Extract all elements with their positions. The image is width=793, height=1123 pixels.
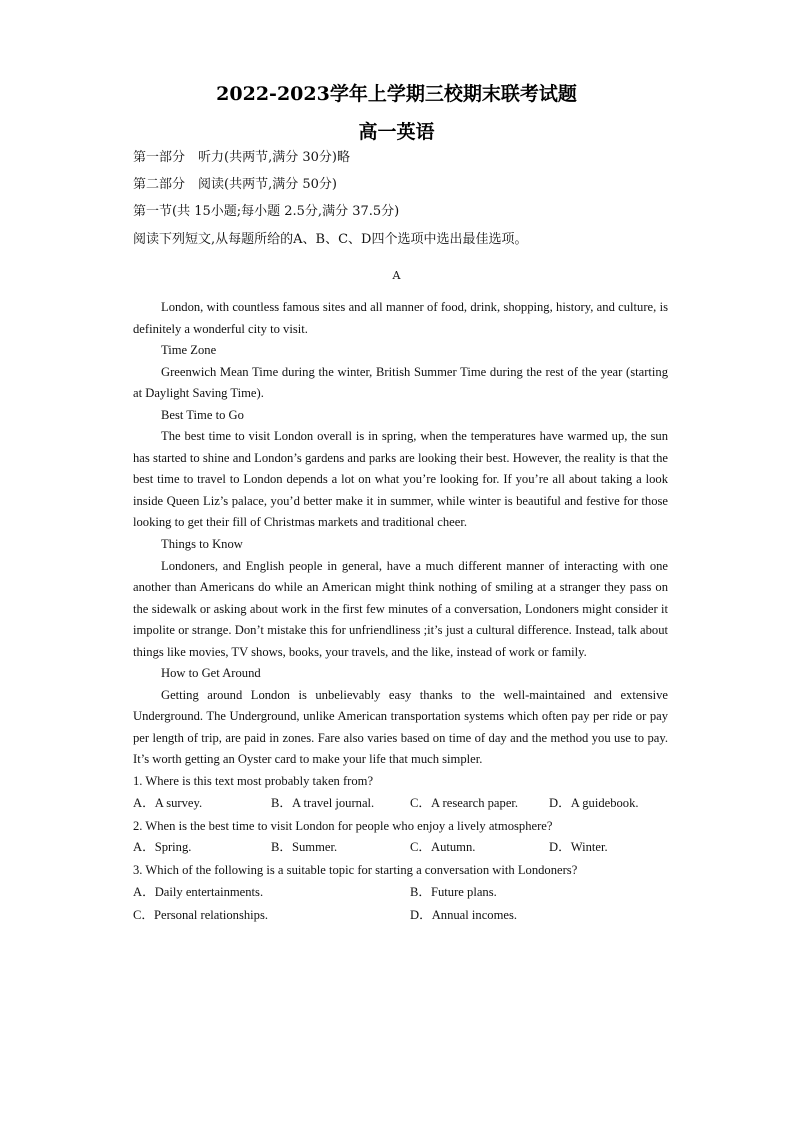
section-text-time-zone: Greenwich Mean Time during the winter, British Summer Time during the rest of the year (starting at Daylight Saving Time). xyxy=(133,364,668,401)
q2-option-c: C．Autumn. xyxy=(410,840,476,855)
reading-directions: 阅读下列短文,从每题所给的A、B、C、D四个选项中选出最佳选项。 xyxy=(133,232,528,247)
question-2: 2. When is the best time to visit London for people who enjoy a lively atmosphere? xyxy=(133,818,553,833)
exam-title: 2022-2023学年上学期三校期末联考试题 xyxy=(216,83,577,105)
section-heading-best-time: Best Time to Go xyxy=(161,407,244,422)
q3-option-c: C．Personal relationships. xyxy=(133,907,269,922)
question-3-options-row-2 xyxy=(133,905,668,928)
passage-body xyxy=(133,297,668,928)
question-1: 1. Where is this text most probably taken from? xyxy=(133,774,374,789)
exam-subject: 高一英语 xyxy=(358,121,435,143)
section-text-best-time: The best time to visit London overall is in spring, when the temperatures have warmed up, the sun has started to shine and London’s gardens and parks are looking their best. However, the reality is that the best time to travel to London depends a lot on what you’re looking for. If you’re all about taking a look inside Queen Liz’s palace, you’d better make it in summer, while winter is beautiful and festive for those looking to get their fill of Christmas markets and traditional cheer. xyxy=(133,429,668,530)
section-heading-get-around: How to Get Around xyxy=(161,666,261,681)
q2-option-b: B．Summer. xyxy=(271,840,338,855)
q3-option-b: B．Future plans. xyxy=(410,884,497,899)
part-two-note: 第二部分 阅读(共两节,满分 50分) xyxy=(133,177,337,192)
section-text-get-around: Getting around London is unbelievably easy thanks to the well-maintained and extensive Underground. The Underground, unlike American transportation systems which often pay per ride or pay per length of trip, are paid in zones. Fare also varies based on time of day and the method you use to pay. It’s worth getting an Oyster card to make your life that much simpler. xyxy=(133,687,668,767)
question-1-options xyxy=(133,793,668,816)
q1-option-a: A．A survey. xyxy=(133,795,203,810)
passage-intro: London, with countless famous sites and all manner of food, drink, shopping, history, and culture, is definitely a wonderful city to visit. xyxy=(133,300,668,336)
q1-option-c: C．A research paper. xyxy=(410,795,519,810)
section-one-note: 第一节(共 15小题;每小题 2.5分,满分 37.5分) xyxy=(133,204,400,219)
q2-option-a: A．Spring. xyxy=(133,840,192,855)
passage-label: A xyxy=(392,269,401,282)
question-3: 3. Which of the following is a suitable topic for starting a conversation with Londoners? xyxy=(133,863,578,878)
q1-option-b: B．A travel journal. xyxy=(271,795,375,810)
section-heading-time-zone: Time Zone xyxy=(161,343,217,358)
question-3-options-row-1 xyxy=(133,882,668,905)
q3-option-a: A．Daily entertainments. xyxy=(133,884,264,899)
q3-option-d: D．Annual incomes. xyxy=(410,907,518,922)
section-text-things-to-know: Londoners, and English people in general, have a much different manner of interacting with one another than Americans do while an American might think nothing of smiling at a stranger they pass on the sidewalk or asking about work in the first few minutes of a conversation, Londoners might consider it impolite or strange. Don’t mistake this for unfriendliness ;it’s just a cultural difference. Instead, talk about things like movies, TV shows, books, your travels, and the like, instead of work or family. xyxy=(133,558,668,659)
section-heading-things-to-know: Things to Know xyxy=(161,537,243,552)
q1-option-d: D．A guidebook. xyxy=(549,795,639,810)
part-one-note: 第一部分 听力(共两节,满分 30分)略 xyxy=(133,150,350,165)
q2-option-d: D．Winter. xyxy=(549,840,608,855)
question-2-options xyxy=(133,837,668,860)
